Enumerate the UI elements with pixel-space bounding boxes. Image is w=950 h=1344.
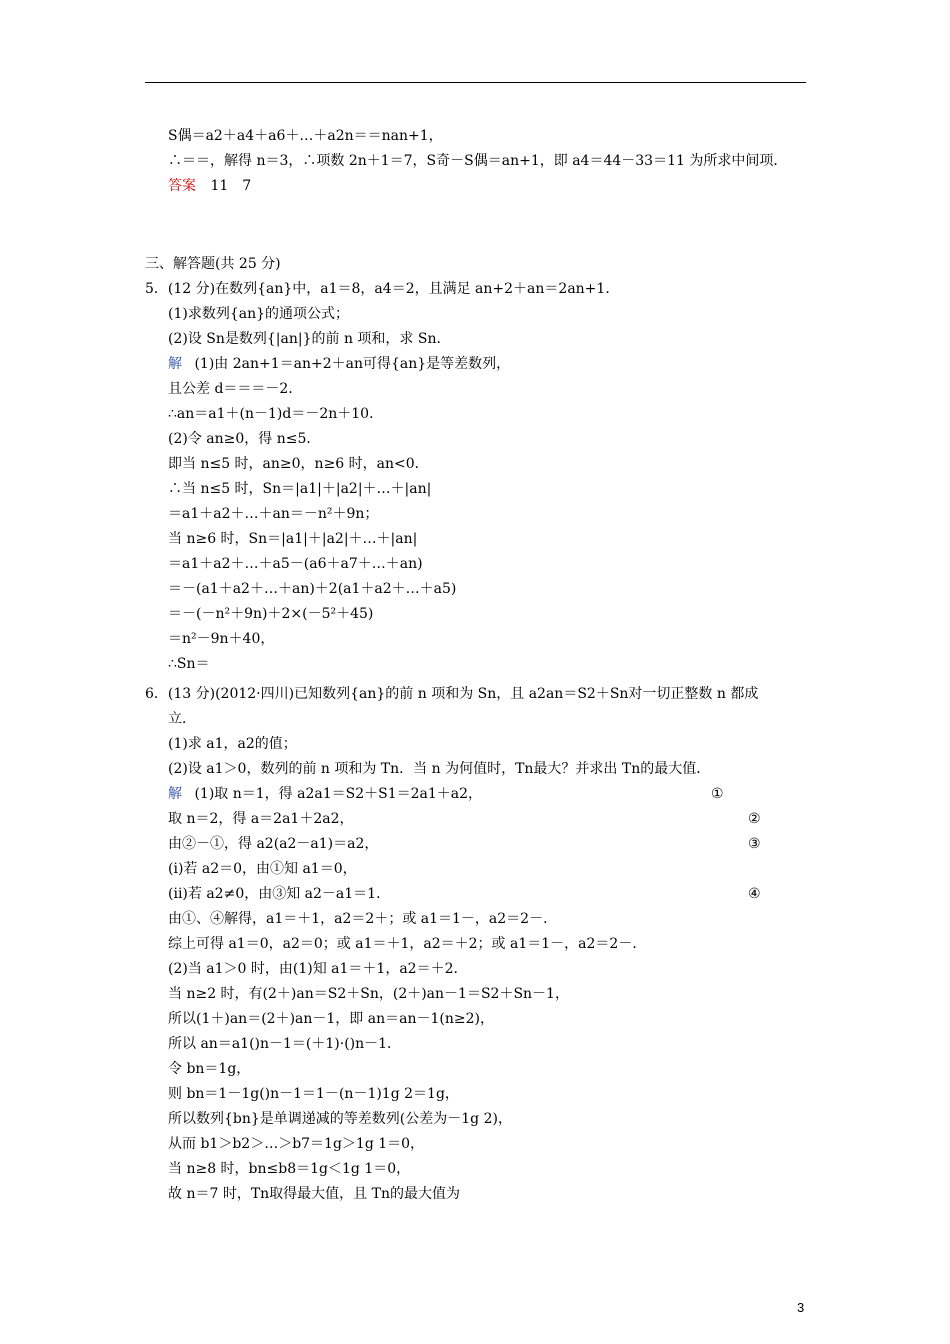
- q6-line: 综上可得 a1＝0，a2＝0；或 a1＝＋1，a2＝＋2；或 a1＝1－，a2＝2－．: [168, 936, 647, 952]
- q6-line: 当 n≥2 时，有(2＋)an＝S2＋Sn，(2＋)an－1＝S2＋Sn－1，: [168, 986, 569, 1002]
- q5-line: 当 n≥6 时，Sn＝|a1|＋|a2|＋…＋|an|: [168, 531, 418, 547]
- q5-line: ∴当 n≤5 时，Sn＝|a1|＋|a2|＋…＋|an|: [168, 481, 432, 497]
- q6-line: 由①、④解得，a1＝＋1，a2＝2＋；或 a1＝1－，a2＝2－．: [168, 911, 558, 927]
- prev-answer: [168, 176, 251, 196]
- q6-line: 所以(1＋)an＝(2＋)an－1，即 an＝an－1(n≥2)，: [168, 1011, 494, 1027]
- q5-line: ＝－(a1＋a2＋…＋an)＋2(a1＋a2＋…＋a5): [168, 581, 457, 597]
- answer-label: 答案: [168, 178, 196, 194]
- q5-part1: (1)求数列{an}的通项公式；: [168, 306, 350, 322]
- q5-stem: 5．(12 分)在数列{an}中，a1＝8，a4＝2，且满足 an+2＋an＝2an+1．: [145, 281, 620, 297]
- q6-line: 从而 b1＞b2＞…＞b7＝1g＞1g 1＝0，: [168, 1136, 425, 1152]
- q6-solution-label: 解: [168, 786, 182, 802]
- q6-part1: (1)求 a1，a2的值；: [168, 736, 297, 752]
- page-number: 3: [797, 1300, 805, 1315]
- equation-mark: ③: [748, 836, 761, 852]
- prev-solution-line-1: S偶＝a2＋a4＋a6＋…＋a2n＝＝nan+1，: [168, 128, 443, 144]
- q6-line: 令 bn＝1g，: [168, 1061, 251, 1077]
- q5-line: ＝n²－9n＋40，: [168, 631, 275, 647]
- q5-part2: (2)设 Sn是数列{|an|}的前 n 项和，求 Sn．: [168, 331, 451, 347]
- q6-line: 由②－①，得 a2(a2－a1)＝a2，: [168, 836, 379, 852]
- q5-line: 且公差 d＝＝＝－2．: [168, 381, 303, 397]
- answer-value: 11 7: [210, 178, 252, 194]
- q5-line: ∴an＝a1＋(n－1)d＝－2n＋10．: [168, 406, 384, 422]
- q6-line: 所以数列{bn}是单调递减的等差数列(公差为－1g 2)，: [168, 1111, 512, 1127]
- equation-mark: ②: [748, 811, 761, 827]
- q6-line: 当 n≥8 时，bn≤b8＝1g＜1g 1＝0，: [168, 1161, 411, 1177]
- section-title: 三、解答题(共 25 分): [145, 256, 281, 272]
- q5-line: ＝－(－n²＋9n)＋2×(－5²＋45): [168, 606, 374, 622]
- q6-line: (ii)若 a2≠0，由③知 a2－a1＝1．: [168, 886, 391, 902]
- q6-stem-line-2: 立．: [168, 711, 196, 727]
- q6-part2: (2)设 a1＞0，数列的前 n 项和为 Tn．当 n 为何值时，Tn最大？并求出 Tn的最大值．: [168, 761, 711, 777]
- prev-solution-line-2: ∴＝＝，解得 n＝3，∴项数 2n＋1＝7，S奇－S偶＝an+1，即 a4＝44－33＝11 为所求中间项．: [168, 153, 788, 169]
- q5-line: ＝a1＋a2＋…＋a5－(a6＋a7＋…＋an): [168, 556, 423, 572]
- q5-solution-first: 解 (1)由 2an+1＝an+2＋an可得{an}是等差数列，: [168, 356, 511, 372]
- header-rule: [145, 82, 806, 83]
- q6-line: 则 bn＝1－1g()n－1＝1－(n－1)1g 2＝1g，: [168, 1086, 459, 1102]
- q6-line: (i)若 a2＝0，由①知 a1＝0，: [168, 861, 357, 877]
- q6-line: 取 n＝2，得 a＝2a1＋2a2，: [168, 811, 354, 827]
- q5-line: (2)令 an≥0，得 n≤5．: [168, 431, 321, 447]
- q5-line: ＝a1＋a2＋…＋an＝－n²＋9n；: [168, 506, 379, 522]
- q6-line: 故 n＝7 时，Tn取得最大值，且 Tn的最大值为: [168, 1186, 460, 1202]
- q6-line: 所以 an＝a1()n－1＝(＋1)·()n－1．: [168, 1036, 402, 1052]
- equation-mark: ④: [748, 886, 761, 902]
- q6-stem-line-1: 6．(13 分)(2012·四川)已知数列{an}的前 n 项和为 Sn，且 a2an＝S2＋Sn对一切正整数 n 都成: [145, 686, 759, 702]
- q5-solution-label: 解: [168, 356, 182, 372]
- q6-line: (2)当 a1＞0 时，由(1)知 a1＝＋1，a2＝＋2．: [168, 961, 468, 977]
- q5-line: 即当 n≤5 时，an≥0，n≥6 时，an<0．: [168, 456, 429, 472]
- q6-solution-first: 解 (1)取 n＝1，得 a2a1＝S2＋S1＝2a1＋a2，: [168, 786, 483, 802]
- q5-line: ∴Sn＝: [168, 656, 210, 672]
- equation-mark: ①: [711, 786, 724, 802]
